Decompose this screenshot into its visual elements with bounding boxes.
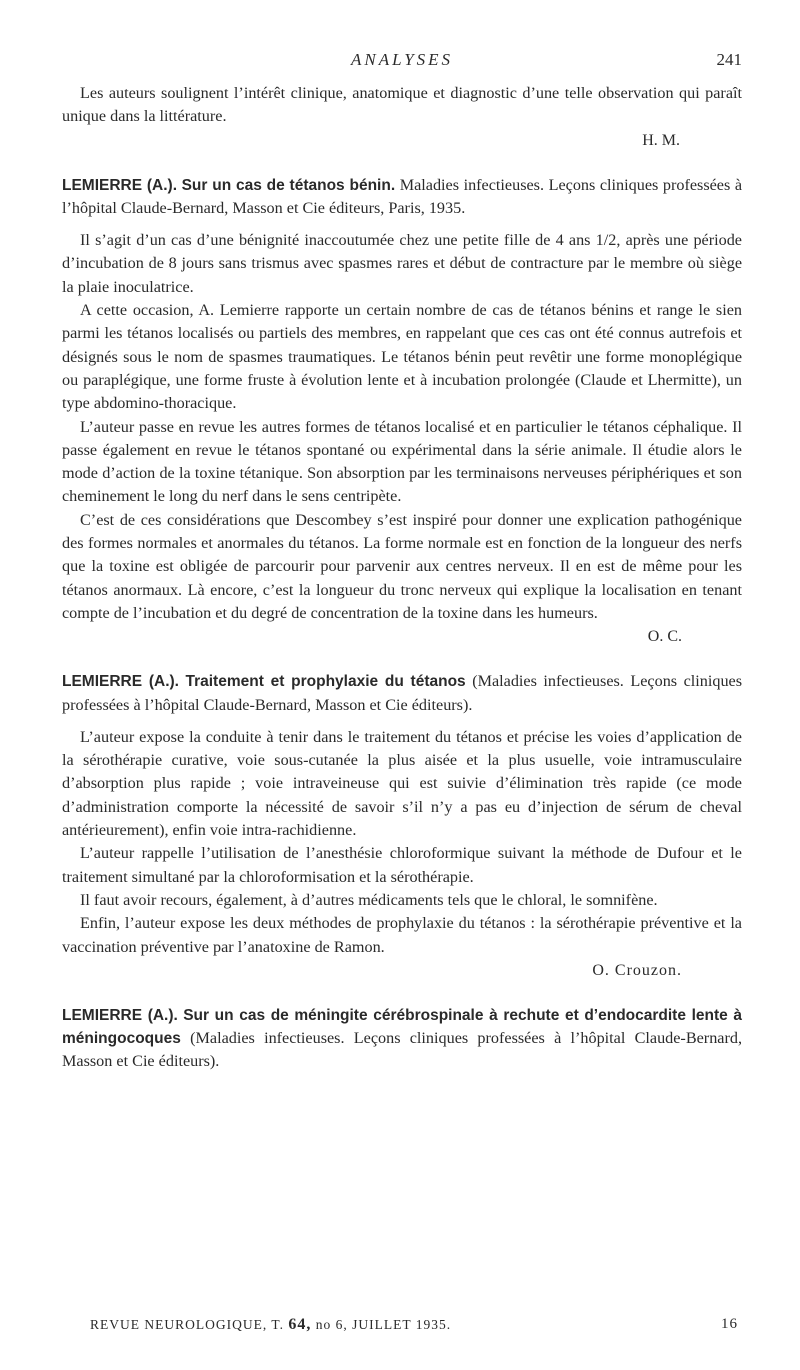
- entry-signature: O. C.: [647, 628, 682, 646]
- entry-title: Sur un cas de méningite cérébrospinale à rechute et d’endocardite lente à méningocoques: [62, 1006, 742, 1048]
- entry-paragraph: Enfin, l’auteur expose les deux méthodes de prophylaxie du tétanos : la sérothérapie préventive et la vaccination préventive par l’anatoxine de Ramon.: [62, 914, 742, 956]
- intro-signature: H. M.: [642, 131, 680, 149]
- review-entry-2: [62, 670, 742, 982]
- journal-issue: no 6, JUILLET 1935.: [315, 1317, 452, 1332]
- running-title: ANALYSES: [350, 50, 454, 69]
- entry-source: (Maladies infectieuses. Leçons cliniques professées à l’hôpital Claude-Bernard, Masson et Cie éditeurs).: [62, 672, 743, 714]
- entry-paragraph: Il faut avoir recours, également, à d’autres médicaments tels que le chloral, le somnifène.: [80, 890, 658, 909]
- entry-paragraph: L’auteur rappelle l’utilisation de l’anesthésie chloroformique suivant la méthode de Dufour et le traitement simultané par la chloroformisation et la sérothérapie.: [62, 844, 742, 886]
- entry-source: (Maladies infectieuses. Leçons cliniques professées à l’hôpital Claude-Bernard, Masson et Cie éditeurs).: [62, 1029, 743, 1071]
- entry-signature: O. Crouzon.: [592, 961, 682, 979]
- review-entry-1: [62, 174, 742, 649]
- review-entry-3: [62, 1004, 742, 1074]
- entry-author: LEMIERRE (A.).: [62, 1006, 178, 1024]
- journal-volume: 64,: [288, 1316, 312, 1333]
- entry-title: Traitement et prophylaxie du tétanos: [185, 673, 466, 691]
- journal-name: REVUE NEUROLOGIQUE, T.: [90, 1317, 284, 1332]
- entry-source: Maladies infectieuses. Leçons cliniques professées à l’hôpital Claude-Bernard, Masson et Cie éditeurs, Paris, 1935.: [62, 175, 743, 217]
- entry-paragraph: Il s’agit d’un cas d’une bénignité inaccoutumée chez une petite fille de 4 ans 1/2, après une période d’incubation de 8 jours sans trismus avec spasmes rares et début de contracture par le membre où siège la plaie inoculatrice.: [62, 231, 742, 296]
- page-footer: [90, 1316, 738, 1334]
- intro-paragraph: Les auteurs soulignent l’intérêt clinique, anatomique et diagnostic d’une telle observation qui paraît unique dans la littérature.: [62, 84, 742, 126]
- entry-paragraph: L’auteur passe en revue les autres formes de tétanos localisé et en particulier le tétanos céphalique. Il passe également en revue le tétanos spontané ou expérimental dans la série animale. Il étudie alors le mode d’action de la toxine tétanique. Son absorption par les terminaisons nerveuses périphériques et son cheminement le long du nerf dans le sens centripète.: [62, 417, 742, 506]
- entry-paragraph: C’est de ces considérations que Descombey s’est inspiré pour donner une explication pathogénique des formes normales et anormales du tétanos. La forme normale est en fonction de la longueur des nerfs que la toxine est obligée de parcourir pour parvenir aux centres nerveux. Il en est de même pour les tétanos anormaux. Là encore, c’est la longueur du tronc nerveux qui explique la localisation en tenant compte de l’incubation et du degré de concentration de la toxine dans les humeurs.: [62, 510, 742, 622]
- page: [62, 50, 742, 1074]
- entry-author: LEMIERRE (A.).: [62, 176, 178, 194]
- entry-heading: [62, 1004, 742, 1074]
- entry-heading: [62, 174, 742, 221]
- entry-author: LEMIERRE (A.).: [62, 673, 179, 691]
- entry-paragraph: L’auteur expose la conduite à tenir dans le traitement du tétanos et précise les voies d’application de la sérothérapie curative, voie sous-cutanée la plus aisée et la plus usuelle, voie intramusculaire d’absorption plus rapide ; voie intraveineuse qui est suivie d’élimination très rapide (ce mode d’administration comporte la nécessité de savoir s’il n’y a pas eu d’injection de sérum de cheval antérieurement), enfin voie intra-rachidienne.: [62, 727, 742, 840]
- sheet-folio: 16: [721, 1316, 738, 1332]
- page-number: 241: [716, 50, 742, 69]
- entry-title: Sur un cas de tétanos bénin.: [181, 176, 396, 194]
- running-head: [62, 50, 742, 82]
- entry-heading: [62, 670, 742, 717]
- entry-paragraph: A cette occasion, A. Lemierre rapporte un certain nombre de cas de tétanos bénins et range le sien parmi les tétanos localisés ou partiels des membres, en rappelant que ces cas ont été connus autrefois et désignés sous le nom de spasmes traumatiques. Le tétanos bénin peut revêtir une forme monoplégique ou paraplégique, une forme fruste à évolution lente et à incubation prolongée (Claude et Lhermitte), un type abdomino-thoracique.: [62, 301, 742, 413]
